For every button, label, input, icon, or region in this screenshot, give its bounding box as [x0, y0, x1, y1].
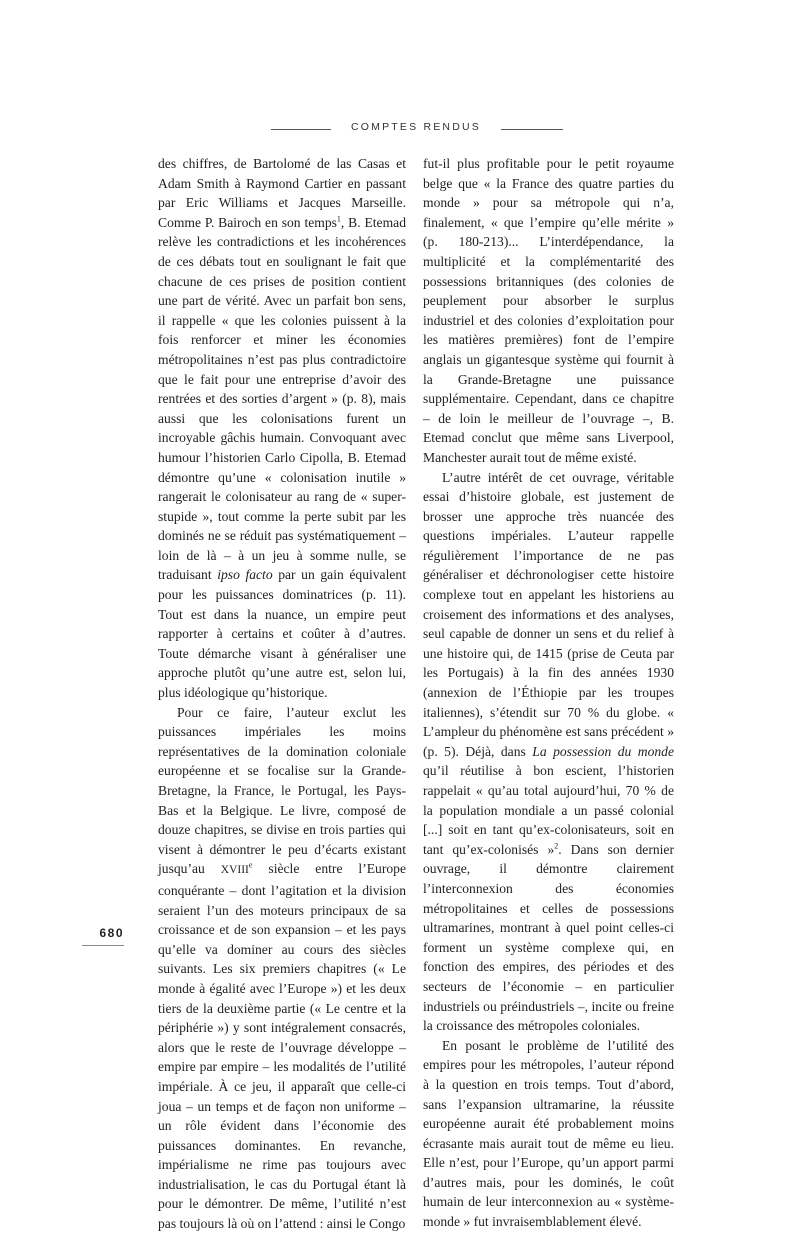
text-run: En posant le problème de l’utilité des empires pour les métropoles, l’auteur répond à la question en trois temps. Tout d’abord, sans l’expansion ultramarine, la réussite européenne aurait été probablement moins écrasante mais aurait tout de même eu lieu. Elle n’est, pour l’Europe, qu’un apport parmi d’autres mais, pour les dominés, le coût humain de leur interconnexion au « système-monde » fut invraisemblablement élevé.	[423, 1037, 674, 1230]
page-number-rule	[82, 945, 124, 946]
running-header	[0, 121, 800, 137]
text-run: fut-il plus profitable pour le petit royaume belge que « la France des quatre parties du monde » pour sa métropole qui n’a, finalement, « que l’empire qu’elle mérite » (p. 180-213)... L’interdépendance, la multiplicité et la complémentarité des possessions britanniques (des colonies de peuplement pour absorber le surplus industriel et des colonies d’exploitation pour les matières premières) font de l’empire anglais un gigantesque système qui fournit à la Grande-Bretagne une puissance supplémentaire. Cependant, dans ce chapitre – de loin le meilleur de l’ouvrage –, B. Etemad conclut que même sans Liverpool, Manchester aurait tout de même existé.	[423, 156, 674, 465]
right-column	[423, 154, 674, 1232]
italic-term: ipso facto	[217, 567, 273, 583]
text-run: des chiffres, de Bartolomé de las Casas et Adam Smith à Raymond Cartier en passant par Eric Williams et Jacques Marseille. Comme P. Bairoch en son temps	[158, 156, 406, 230]
left-column	[158, 154, 406, 1234]
paragraph	[423, 1036, 674, 1232]
header-rule-right	[501, 129, 563, 130]
century-numeral: XVIII	[220, 864, 249, 877]
text-run: par un gain équivalent pour les puissances dominatrices (p. 11). Tout est dans la nuance, un empire peut rapporter à certains et coûter à d’autres. Toute démarche visant à généraliser une approche plutôt qu’une autre est, selon lui, plus idéologique qu’historique.	[158, 567, 406, 701]
paragraph	[158, 154, 406, 703]
page-number: 680	[99, 926, 124, 940]
footnote-ref: 2	[554, 841, 559, 851]
paragraph	[158, 703, 406, 1234]
paragraph	[423, 154, 674, 468]
book-title: La possession du monde	[532, 743, 674, 759]
text-run: qu’il réutilise à bon escient, l’historien rappelait « qu’au total aujourd’hui, 70 % de la population mondiale a un passé colonial [...] soit en tant qu’ex-colonisateurs, soit en tant qu’ex-colonisés »	[423, 763, 674, 857]
text-run: . Dans son dernier ouvrage, il démontre clairement l’interconnexion des économies métropolitaines et celles de possessions ultramarines, montrant à quel point celles-ci forment un système complexe qui, en fonction des empires, des périodes et des secteurs de l’économie – en particulier industriels ou préindustriels –, incite ou freine la croissance des métropoles coloniales.	[423, 841, 674, 1034]
paragraph	[423, 468, 674, 1036]
header-rule-left	[271, 129, 331, 130]
text-run: L’autre intérêt de cet ouvrage, véritable essai d’histoire globale, est justement de brosser une approche très nuancée des questions impériales. L’auteur rappelle régulièrement l’importance de ne pas généraliser et déchronologiser cette histoire complexe tout en appelant les historiens au croisement des informations et des analyses, seul capable de donner un sens et du relief à une histoire qui, de 1415 (prise de Ceuta par les Portugais) à la fin des années 1930 (annexion de l’Éthiopie par les troupes italiennes), s’étendit sur 70 % du globe. « L’ampleur du phénomène est sans précédent » (p. 5). Déjà, dans	[423, 469, 674, 759]
text-run: siècle entre l’Europe conquérante – dont l’agitation et la division seraient l’un des moteurs principaux de sa croissance et de son expansion – et les pays qu’elle va dominer au cours des siècles suivants. Les six premiers chapitres (« Le monde à égalité avec l’Europe ») et les deux tiers de la deuxième partie (« Le centre et la périphérie ») y sont intégralement consacrés, alors que le reste de l’ouvrage développe – empire par empire – les modalités de l’utilité impériale. À ce jeu, il apparaît que celle-ci joua – un temps et de façon non uniforme – un rôle évident dans l’économie des puissances dominantes. En revanche, impérialisme ne rime pas toujours avec industrialisation, le cas du Portugal étant là pour le démontrer. De même, l’utilité n’est pas toujours là où on l’attend : ainsi le Congo	[158, 861, 406, 1232]
text-run: , B. Etemad relève les contradictions et les incohérences de ces débats tout en soulignant le fait que chacune de ces prises de position contient une part de vérité. Avec un parfait bon sens, il rappelle « que les colonies puissent à la fois renforcer et miner les économies métropolitaines n’est pas plus contradictoire que le fait pour une entreprise d’avoir des rentrées et des sorties d’argent » (p. 8), mais aussi que les colonisations furent un incroyable gâchis humain. Convoquant avec humour l’historien Carlo Cipolla, B. Etemad démontre qu’une « colonisation inutile » rangerait le colonisateur au rang de « super-stupide », tout comme la perte subit par les dominés ne se réduit pas systématiquement – loin de là – à un jeu à somme nulle, se traduisant	[158, 214, 406, 583]
footnote-ref: 1	[336, 214, 341, 224]
section-title: COMPTES RENDUS	[351, 121, 481, 133]
text-run: Pour ce faire, l’auteur exclut les puissances impériales les moins représentatives de la domination coloniale européenne et se focalise sur la Grande-Bretagne, la France, le Portugal, les Pays-Bas et la Belgique. Le livre, composé de douze chapitres, se divise en trois parties qui visent à démontrer le peu d’écarts existant jusqu’au	[158, 704, 406, 877]
century-superscript: e	[248, 860, 253, 870]
